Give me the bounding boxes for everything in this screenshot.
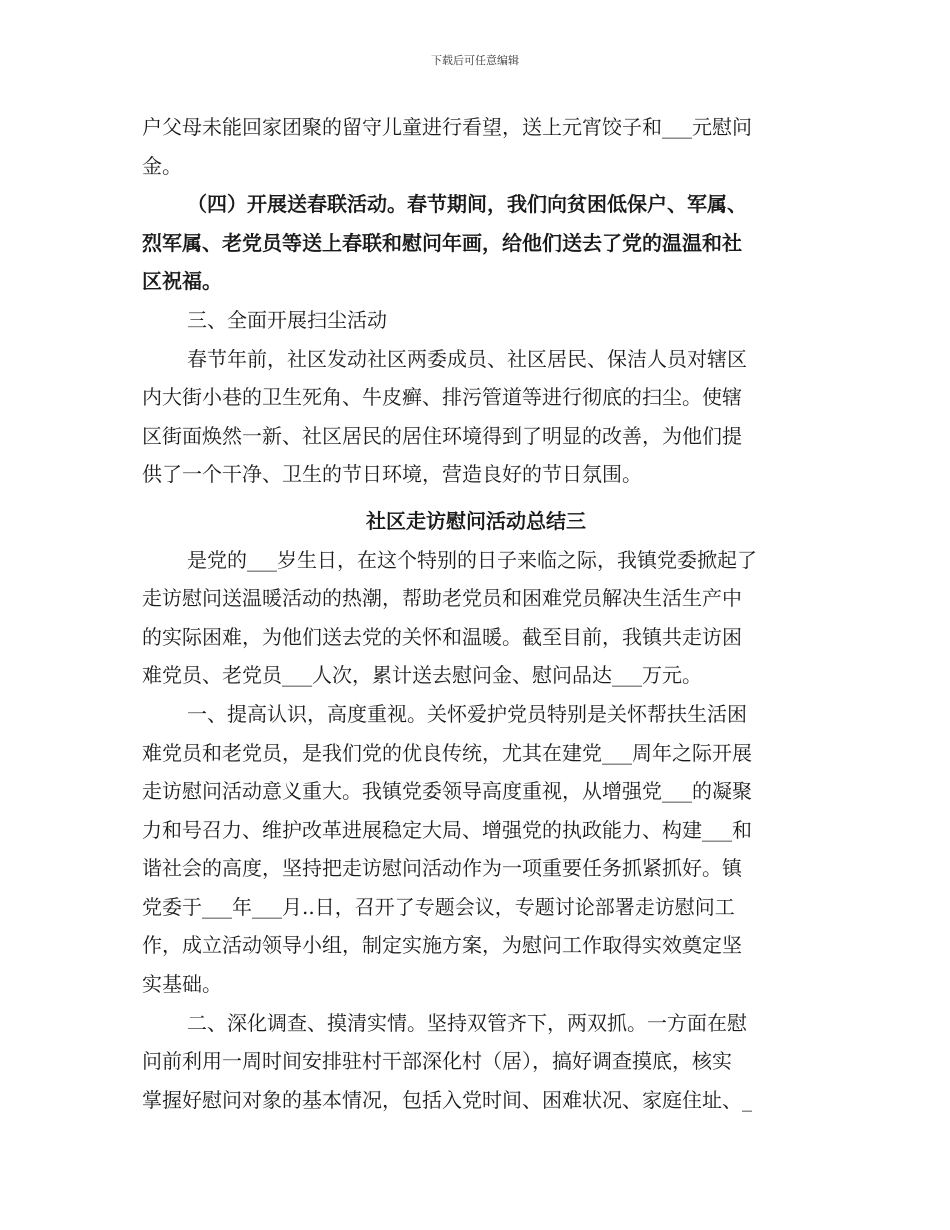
text-line: 三、全面开展扫尘活动: [187, 307, 387, 332]
text-line: 金。: [142, 153, 182, 178]
text-line: 区街面焕然一新、社区居民的居住环境得到了明显的改善，为他们提: [142, 423, 742, 448]
text-line: 的实际困难，为他们送去党的关怀和温暖。截至目前，我镇共走访困: [142, 624, 742, 649]
text-line: 社区走访慰问活动总结三: [366, 508, 586, 533]
section-title: [142, 502, 810, 541]
text-line: 内大街小巷的卫生死角、牛皮癣、排污管道等进行彻底的扫尘。使辖: [142, 385, 742, 410]
text-line: 一、提高认识，高度重视。关怀爱护党员特别是关怀帮扶生活困: [187, 701, 747, 726]
paragraph: [142, 1004, 810, 1120]
paragraph: [142, 695, 810, 1004]
paragraph: [142, 185, 810, 301]
page-header: 下载后可任意编辑: [431, 54, 519, 67]
text-line: 难党员和老党员，是我们党的优良传统，尤其在建党___周年之际开展: [142, 740, 752, 765]
text-line: 力和号召力、维护改革进展稳定大局、增强党的执政能力、构建___和: [142, 817, 752, 842]
text-line: 烈军属、老党员等送上春联和慰问年画，给他们送去了党的温温和社: [142, 230, 742, 255]
text-line: 作，成立活动领导小组，制定实施方案，为慰问工作取得实效奠定坚: [142, 933, 742, 958]
text-line: （四）开展送春联活动。春节期间，我们向贫困低保户、军属、: [187, 192, 747, 217]
text-line: 二、深化调查、摸清实情。坚持双管齐下，两双抓。一方面在慰: [187, 1010, 747, 1035]
text-line: 问前利用一周时间安排驻村干部深化村（居），搞好调查摸底，核实: [142, 1049, 732, 1074]
text-line: 谐社会的高度，坚持把走访慰问活动作为一项重要任务抓紧抓好。镇: [142, 856, 742, 881]
section-heading: [142, 301, 810, 340]
paragraph: [142, 541, 810, 695]
text-line: 户父母未能回家团聚的留守儿童进行看望，送上元宵饺子和___元慰问: [142, 115, 752, 139]
text-line: 党委于___年___月..日，召开了专题会议，专题讨论部署走访慰问工: [142, 894, 735, 919]
text-line: 走访慰问送温暖活动的热潮，帮助老党员和困难党员解决生活生产中: [142, 586, 742, 611]
text-line: 春节年前，社区发动社区两委成员、社区居民、保洁人员对辖区: [187, 346, 747, 371]
text-line: 走访慰问活动意义重大。我镇党委领导高度重视，从增强党___的凝聚: [142, 779, 752, 804]
text-line: 实基础。: [142, 972, 222, 997]
document-body: [142, 108, 810, 1119]
text-line: 是党的___岁生日，在这个特别的日子来临之际，我镇党委掀起了: [187, 547, 757, 572]
text-line: 掌握好慰问对象的基本情况，包括入党时间、困难状况、家庭住址、_: [142, 1087, 752, 1112]
paragraph: [142, 340, 810, 494]
paragraph: [142, 108, 810, 185]
text-line: 供了一个干净、卫生的节日环境，营造良好的节日氛围。: [142, 462, 642, 487]
text-line: 难党员、老党员___人次，累计送去慰问金、慰问品达___万元。: [142, 663, 702, 688]
text-line: 区祝福。: [142, 269, 222, 294]
